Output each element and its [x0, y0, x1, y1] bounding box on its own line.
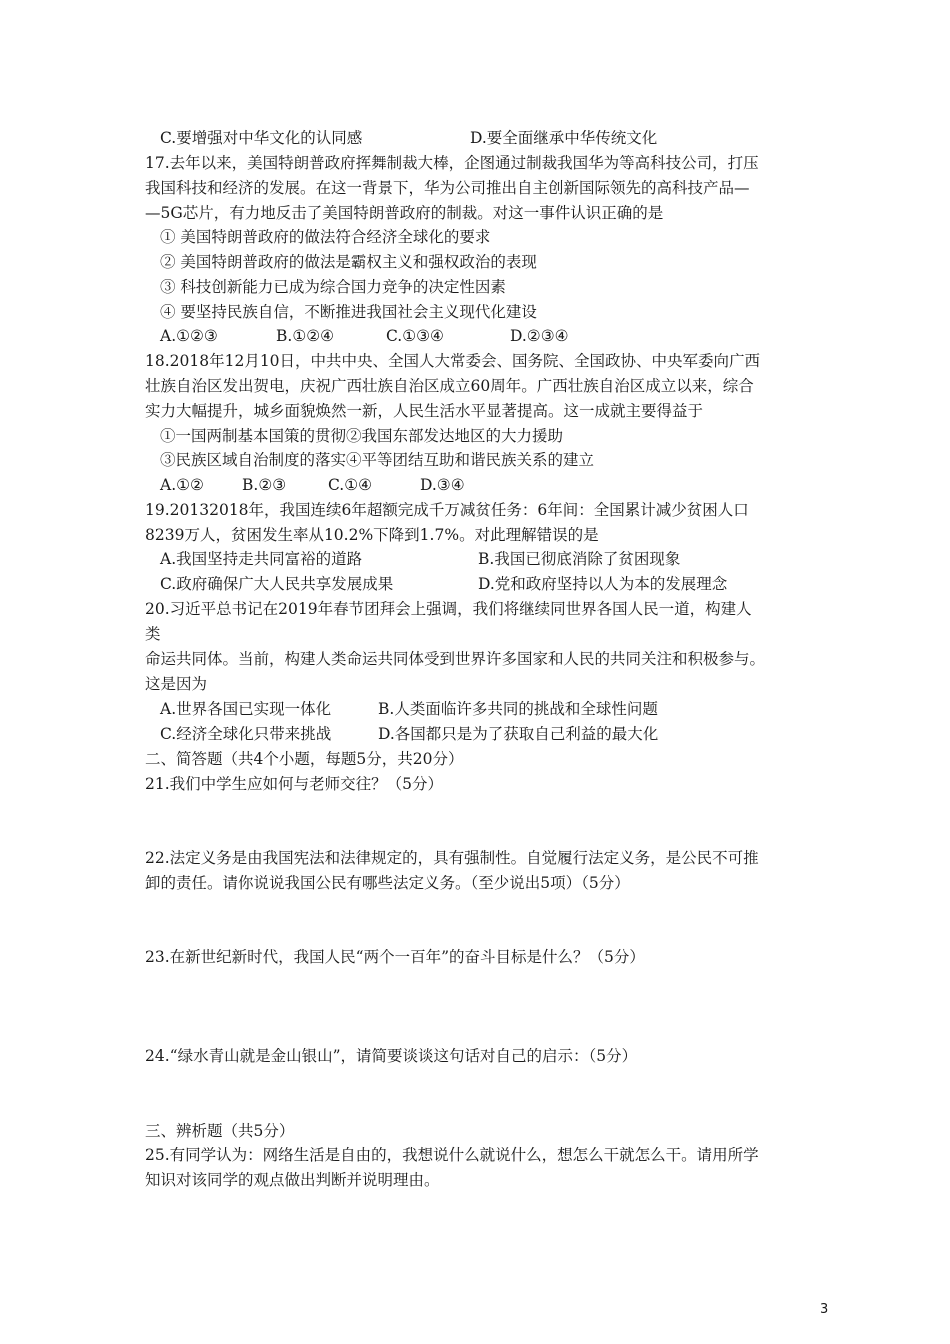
q18-stem-line-2: 壮族自治区发出贺电，庆祝广西壮族自治区成立60周年。广西壮族自治区成立以来，综合: [145, 377, 754, 395]
q22-line-2: 卸的责任。请你说说我国公民有哪些法定义务。（至少说出5项）（5分）: [145, 874, 630, 892]
q25-line-1: 25.有同学认为：网络生活是自由的，我想说什么就说什么，想怎么干就怎么干。请用所学: [145, 1146, 759, 1164]
q19-option-c: C.政府确保广大人民共享发展成果: [160, 575, 394, 593]
q18-option-d: D.③④: [420, 476, 465, 494]
q19-option-b: B.我国已彻底消除了贫困现象: [478, 550, 681, 568]
q17-item-4: ④ 要坚持民族自信，不断推进我国社会主义现代化建设: [160, 303, 537, 321]
q19-stem-line-1: 19.20132018年，我国连续6年超额完成千万减贫任务：6年间：全国累计减少贫困人口: [145, 501, 749, 519]
q20-stem-line-2: 类: [145, 625, 161, 643]
q16-option-d: D.要全面继承中华传统文化: [470, 129, 658, 147]
q18-item-2: ③民族区域自治制度的落实④平等团结互助和谐民族关系的建立: [160, 451, 595, 469]
q16-option-c: C.要增强对中华文化的认同感: [160, 129, 363, 147]
q18-stem-line-1: 18.2018年12月10日，中共中央、全国人大常委会、国务院、全国政协、中央军委向广西: [145, 352, 761, 370]
q16-options-row: [160, 127, 658, 149]
q25-line-2: 知识对该同学的观点做出判断并说明理由。: [145, 1171, 440, 1189]
q17-option-c: C.①③④: [386, 327, 444, 345]
q17-options-row: [160, 325, 569, 347]
q17-item-2: ② 美国特朗普政府的做法是霸权主义和强权政治的表现: [160, 253, 537, 271]
q23-text: 23.在新世纪新时代，我国人民“两个一百年”的奋斗目标是什么？（5分）: [145, 948, 645, 966]
q19-stem-line-2: 8239万人，贫困发生率从10.2%下降到1.7%。对此理解错误的是: [145, 526, 599, 544]
q20-option-a: A.世界各国已实现一体化: [160, 700, 332, 718]
q20-options-row-1: [160, 698, 658, 720]
section2-heading: 二、简答题（共4个小题，每题5分，共20分）: [145, 750, 464, 768]
q20-option-b: B.人类面临许多共同的挑战和全球性问题: [378, 700, 658, 718]
q17-item-3: ③ 科技创新能力已成为综合国力竞争的决定性因素: [160, 278, 506, 296]
q18-options-row: [160, 474, 465, 496]
q18-option-c: C.①④: [328, 476, 373, 494]
q17-option-b: B.①②④: [276, 327, 335, 345]
q17-stem-line-1: 17.去年以来，美国特朗普政府挥舞制裁大棒，企图通过制裁我国华为等高科技公司，打压: [145, 154, 759, 172]
q19-options-row-2: [160, 573, 728, 595]
q19-options-row-1: [160, 548, 681, 570]
q20-option-d: D.各国都只是为了获取自己利益的最大化: [378, 725, 659, 743]
q21-text: 21.我们中学生应如何与老师交往？（5分）: [145, 775, 444, 793]
q18-item-1: ①一国两制基本国策的贯彻②我国东部发达地区的大力援助: [160, 427, 564, 445]
q22-line-1: 22.法定义务是由我国宪法和法律规定的，具有强制性。自觉履行法定义务，是公民不可推: [145, 849, 759, 867]
q20-stem-line-1: 20.习近平总书记在2019年春节团拜会上强调，我们将继续同世界各国人民一道，构建人: [145, 600, 752, 618]
q18-option-a: A.①②: [160, 476, 204, 494]
q24-text: 24.“绿水青山就是金山银山”，请简要谈谈这句话对自己的启示：（5分）: [145, 1047, 638, 1065]
q18-option-b: B.②③: [242, 476, 287, 494]
q17-stem-line-2: 我国科技和经济的发展。在这一背景下，华为公司推出自主创新国际领先的高科技产品—: [145, 179, 750, 197]
q20-stem-line-3: 命运共同体。当前，构建人类命运共同体受到世界许多国家和人民的共同关注和积极参与。: [145, 650, 766, 668]
q20-option-c: C.经济全球化只带来挑战: [160, 725, 332, 743]
q17-option-a: A.①②③: [160, 327, 218, 345]
q17-item-1: ① 美国特朗普政府的做法符合经济全球化的要求: [160, 228, 491, 246]
page-number: 3: [820, 1302, 829, 1317]
q17-stem-line-3: —5G芯片，有力地反击了美国特朗普政府的制裁。对这一事件认识正确的是: [145, 204, 664, 222]
section3-heading: 三、辨析题（共5分）: [145, 1122, 295, 1140]
q19-option-a: A.我国坚持走共同富裕的道路: [160, 550, 363, 568]
q17-option-d: D.②③④: [510, 327, 569, 345]
q18-stem-line-3: 实力大幅提升，城乡面貌焕然一新，人民生活水平显著提高。这一成就主要得益于: [145, 402, 704, 420]
q20-stem-line-4: 这是因为: [145, 675, 208, 693]
q20-options-row-2: [160, 723, 659, 745]
q19-option-d: D.党和政府坚持以人为本的发展理念: [478, 575, 728, 593]
